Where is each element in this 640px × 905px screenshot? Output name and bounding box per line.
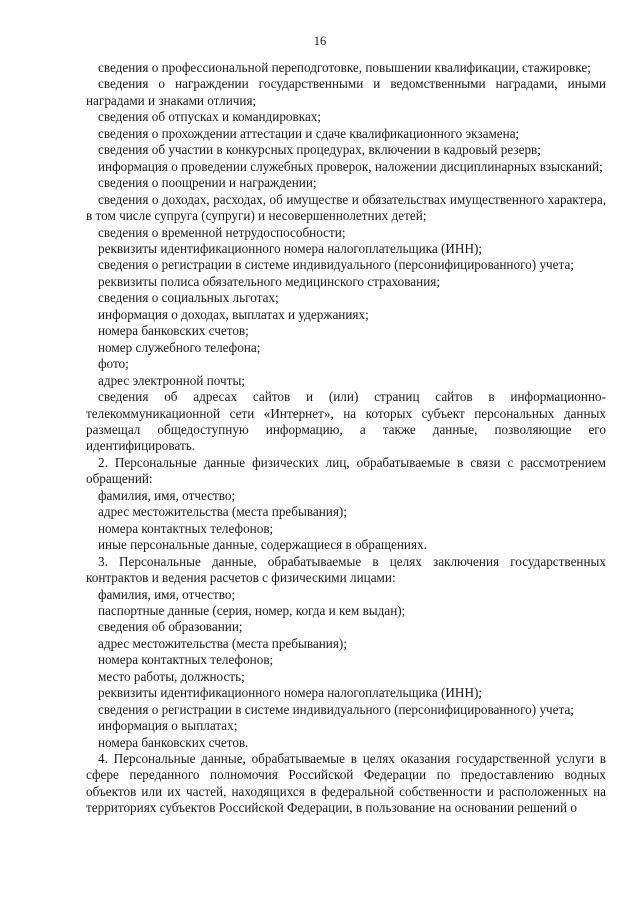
paragraph: адрес местожительства (места пребывания);: [98, 635, 347, 651]
paragraph: фамилия, имя, отчество;: [98, 487, 236, 503]
paragraph: сведения о профессиональной переподготовке, повышении квалификации, стажировке;: [98, 60, 591, 75]
paragraph: фамилия, имя, отчество;: [98, 586, 236, 602]
paragraph: информация о проведении служебных проверок, наложении дисциплинарных взысканий;: [98, 158, 603, 174]
paragraph: информация о выплатах;: [98, 718, 238, 734]
page-number: 16: [313, 34, 327, 48]
paragraph: место работы, должность;: [98, 668, 245, 684]
paragraph: номер служебного телефона;: [98, 339, 261, 355]
section-heading: 2. Персональные данные физических лиц, обрабатываемые в связи с рассмотрением обращений:: [86, 454, 606, 487]
paragraph: адрес местожительства (места пребывания);: [98, 504, 347, 520]
paragraph: сведения о прохождении аттестации и сдаче квалификационного экзамена;: [98, 125, 520, 141]
paragraph: реквизиты полиса обязательного медицинского страхования;: [98, 273, 440, 289]
paragraph: номера контактных телефонов;: [98, 652, 274, 668]
paragraph: информация о доходах, выплатах и удержаниях;: [98, 306, 369, 322]
paragraph: сведения о социальных льготах;: [98, 290, 279, 306]
section-heading: 4. Персональные данные, обрабатываемые в целях оказания государственной услуги в сфере переданного полномочия Российской Федерации по предоставлению водных объектов или их частей, находящихся в федеральной собственности и расположенных на территориях субъектов Российской Федерации, в пользование на основании решений о: [86, 751, 606, 816]
paragraph: сведения о регистрации в системе индивидуального (персонифицированного) учета;: [98, 257, 574, 273]
paragraph: реквизиты идентификационного номера налогоплательщика (ИНН);: [98, 240, 483, 256]
paragraph: номера банковских счетов.: [98, 734, 249, 750]
paragraph: паспортные данные (серия, номер, когда и кем выдан);: [98, 602, 406, 618]
paragraph: сведения о поощрении и награждении;: [98, 175, 317, 191]
paragraph: адрес электронной почты;: [98, 372, 245, 388]
paragraph: иные персональные данные, содержащиеся в обращениях.: [98, 537, 427, 553]
paragraph: сведения о регистрации в системе индивидуального (персонифицированного) учета;: [98, 701, 574, 717]
paragraph: сведения об адресах сайтов и (или) страниц сайтов в информационно-телекоммуникационной сети «Интернет», на которых субъект персональных данных размещал общедоступную информацию, а также данные, позволяющие его идентифицировать.: [86, 389, 606, 454]
paragraph: фото;: [98, 356, 129, 372]
paragraph: номера контактных телефонов;: [98, 520, 274, 536]
section-heading: 3. Персональные данные, обрабатываемые в целях заключения государственных контрактов и ведения расчетов с физическими лицами:: [86, 553, 606, 586]
paragraph: сведения о награждении государственными и ведомственными наградами, иными наградами и знаками отличия;: [86, 76, 606, 108]
paragraph: сведения о временной нетрудоспособности;: [98, 224, 346, 240]
paragraph: номера банковских счетов;: [98, 323, 249, 339]
paragraph: реквизиты идентификационного номера налогоплательщика (ИНН);: [98, 685, 483, 701]
paragraph: сведения об участии в конкурсных процедурах, включении в кадровый резерв;: [98, 142, 541, 158]
paragraph: сведения об отпусках и командировках;: [98, 109, 322, 125]
document-body: [86, 60, 606, 817]
paragraph: сведения о доходах, расходах, об имуществе и обязательствах имущественного характера, в том числе супруга (супруги) и несовершеннолетних детей;: [86, 191, 606, 224]
paragraph: сведения об образовании;: [98, 619, 243, 635]
